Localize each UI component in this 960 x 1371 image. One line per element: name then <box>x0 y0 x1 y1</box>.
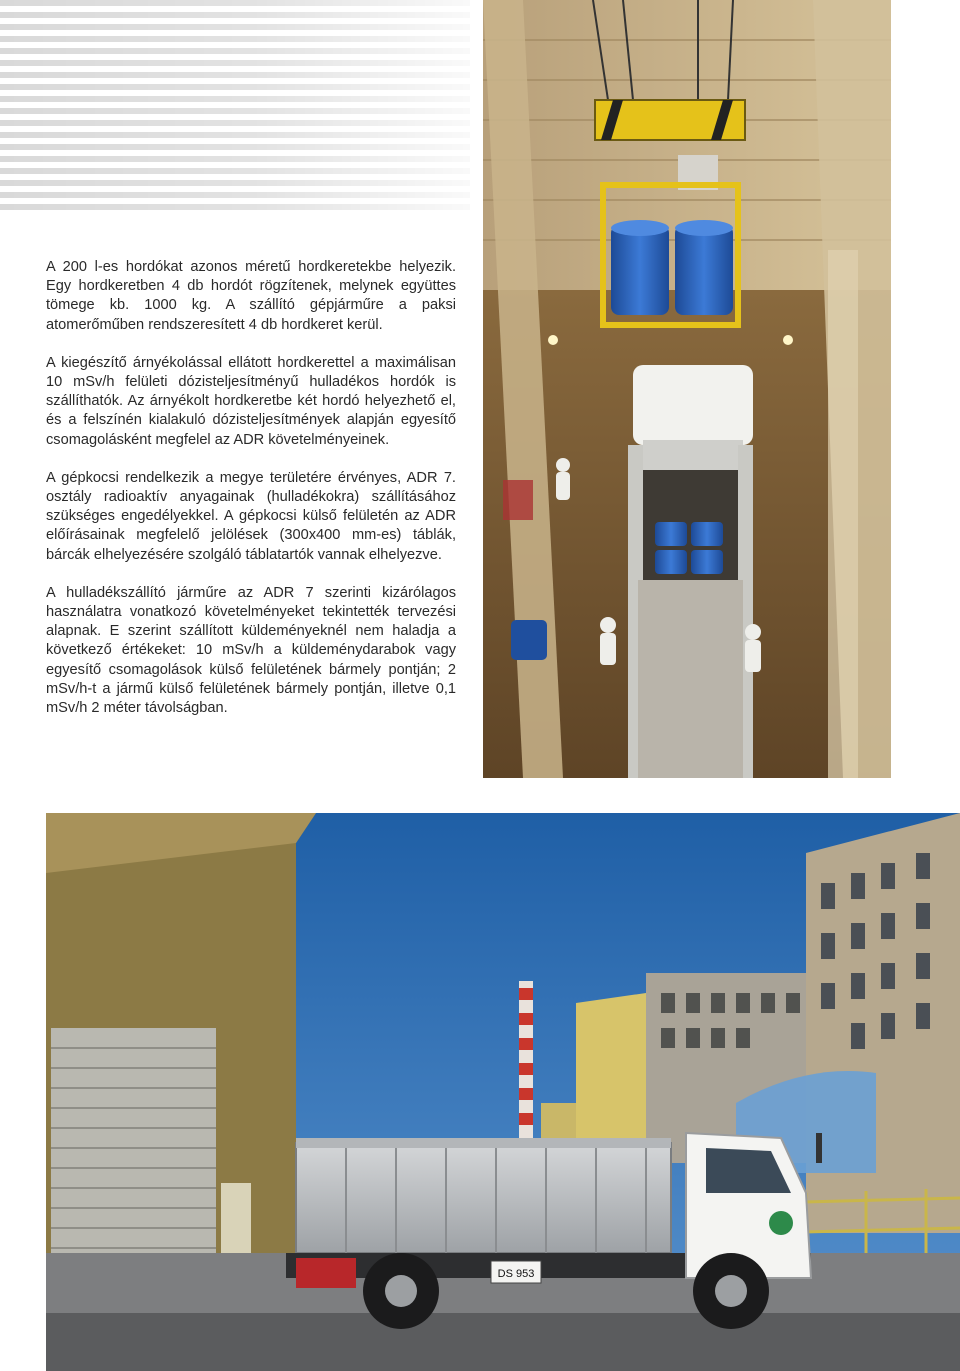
paragraph-dose-limits: A hulladékszállító járműre az ADR 7 szerinti kizárólagos használatra vonatkozó követelményeket tekintették tervezési alapnak. E szerint szállított küldeményeknél nem haladja a következő értékeket: 10 mSv/h a küldeménydarabok vagy egyesítő csomagolások külső felületének bármely pontján; 2 mSv/h-t a jármű külső felületének bármely pontján, illetve 0,1 mSv/h 2 méter távolságban. <box>46 584 456 717</box>
truck-outdoor-photo <box>46 813 960 1371</box>
license-plate: DS 953 <box>497 1268 535 1280</box>
paragraph-shielded-frame: A kiegészítő árnyékolással ellátott hordkerettel a maximálisan 10 mSv/h felületi dózisteljesítményű hulladékos hordók is szállíthatók. Az árnyékolt hordkeretbe két hordó helyezhető el, és a felszínén kialakuló dózisteljesítmények alapján egyesítő csomagolásként megfelel az ADR követelményeinek. <box>46 354 456 448</box>
paragraph-vehicle-permits: A gépkocsi rendelkezik a megye területére érvényes, ADR 7. osztály radioaktív anyagainak (hulladékokra) szállításához szükséges engedélyekkel. A gépkocsi külső felületén az ADR előírásainak megfelelő jelölések (300x400 mm-es) táblák, bárcák elhelyezésére szolgáló táblatartók vannak elhelyezve. <box>46 469 456 563</box>
paragraph-drum-frames: A 200 l-es hordókat azonos méretű hordkeretekbe helyezik. Egy hordkeretben 4 db hordót rögzítenek, melynek együttes tömege kb. 1000 kg. A szállító gépjárműre a paksi atomerőműben rendszeresített 4 db hordkeret kerül. <box>46 259 456 333</box>
body-text-column <box>46 258 456 737</box>
crane-hall-photo <box>483 0 891 778</box>
decorative-stripe-band <box>0 0 470 215</box>
